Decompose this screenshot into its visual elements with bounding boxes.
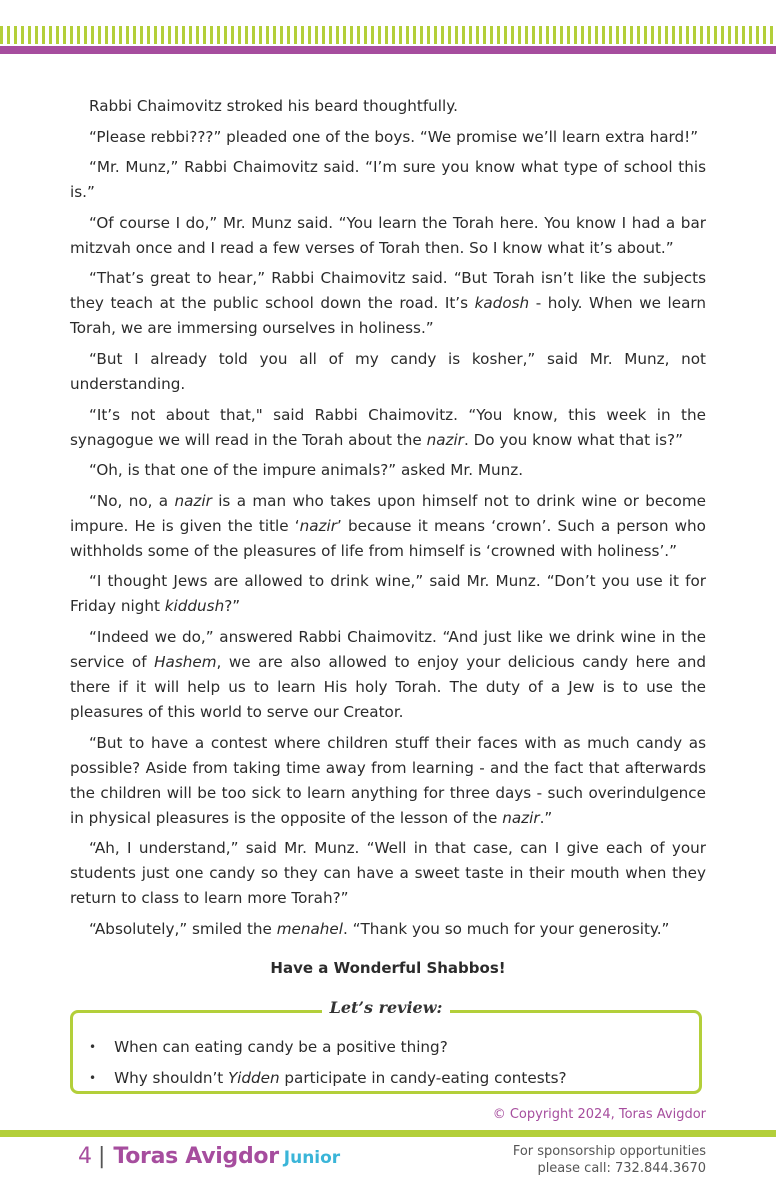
text-run: “Of course I do,” Mr. Munz said. “You learn the Torah here. You know I had a bar mitzvah once and I read a few verses of Torah then. So I know what it’s about.”: [70, 213, 706, 257]
text-run: “Please rebbi???” pleaded one of the boys. “We promise we’ll learn extra hard!”: [89, 127, 699, 146]
text-run: “But to have a contest where children stuff their faces with as much candy as possible? Aside from taking time away from learning - and the fact that afterwards the children will be too sick to learn anything for three days - such overindulgence in physical pleasures is the opposite of the lesson of the: [70, 733, 706, 827]
text-run: “But I already told you all of my candy is kosher,” said Mr. Munz, not understanding.: [70, 349, 706, 393]
italic-term: kadosh: [474, 294, 530, 313]
brand-logo-text: Toras Avigdor: [113, 1144, 279, 1169]
sponsorship-phone: please call: 732.844.3670: [537, 1161, 706, 1176]
text-run: When can eating candy be a positive thing?: [114, 1037, 448, 1056]
story-paragraph: [70, 625, 706, 725]
story-paragraph: [70, 917, 706, 942]
story-paragraph: [70, 458, 706, 483]
story-paragraph: [70, 155, 706, 205]
closing-line: Have a Wonderful Shabbos!: [270, 959, 506, 977]
italic-term: Hashem: [154, 652, 217, 671]
text-run: “Oh, is that one of the impure animals?” asked Mr. Munz.: [89, 461, 524, 480]
text-run: , we are also allowed to enjoy your delicious candy here and there if it will help us to learn His holy Torah. The duty of a Jew is to use the pleasures of this world to serve our Creator.: [70, 652, 706, 721]
page-number: 4: [78, 1144, 92, 1169]
sponsorship-info: [513, 1143, 706, 1177]
bullet-icon: •: [89, 1039, 97, 1054]
text-run: “Indeed we do,” answered Rabbi Chaimovitz. “And just like we drink wine in the service of: [70, 627, 706, 671]
text-run: “Ah, I understand,” said Mr. Munz. “Well in that case, can I give each of your students just one candy so they can have a sweet taste in their mouth when they return to class to learn more Torah?”: [70, 839, 706, 908]
story-paragraph: [70, 125, 706, 150]
text-run: “Absolutely,” smiled the: [89, 919, 277, 938]
text-run: participate in candy-eating contests?: [279, 1068, 567, 1087]
review-questions: [73, 1013, 699, 1093]
story-paragraph: [70, 211, 706, 261]
text-run: is a man who takes upon himself not to drink wine or become impure. He is given the title ‘: [70, 491, 706, 535]
text-run: Why shouldn’t: [114, 1068, 229, 1087]
text-run: . Do you know what that is?”: [463, 430, 683, 449]
sponsorship-line: For sponsorship opportunities: [512, 1144, 706, 1159]
text-run: ’ because it means ‘crown’. Such a person who withholds some of the pleasures of life from himself is ‘crowned with holiness’.”: [70, 516, 706, 560]
text-run: “It’s not about that," said Rabbi Chaimovitz. “You know, this week in the synagogue we will read in the Torah about the: [70, 405, 706, 449]
story-paragraph: [70, 94, 706, 119]
italic-term: nazir: [299, 516, 337, 535]
review-box: [70, 998, 702, 1094]
story-paragraph: [70, 266, 706, 341]
story-paragraph: [70, 836, 706, 911]
footer-separator: |: [98, 1144, 106, 1169]
story-paragraph: [70, 347, 706, 397]
italic-term: nazir: [426, 430, 464, 449]
review-question-text: [114, 1038, 448, 1056]
text-run: .”: [539, 808, 553, 827]
story-paragraph: [70, 731, 706, 831]
italic-term: menahel: [276, 919, 343, 938]
story-body: [70, 94, 706, 947]
review-question: [89, 1031, 699, 1062]
review-title: [73, 998, 699, 1017]
top-header-bar: [0, 46, 776, 54]
italic-term: nazir: [502, 808, 540, 827]
brand-logo-subtext: Junior: [283, 1148, 341, 1168]
footer-branding: [78, 1144, 340, 1169]
review-question-text: [114, 1069, 566, 1087]
bullet-icon: •: [89, 1070, 97, 1085]
italic-term: nazir: [174, 491, 212, 510]
italic-term: Yidden: [228, 1068, 280, 1087]
top-stripe-decoration: [0, 26, 776, 44]
review-question: [89, 1062, 699, 1093]
text-run: “I thought Jews are allowed to drink wine,” said Mr. Munz. “Don’t you use it for Friday night: [70, 572, 706, 616]
footer-rule: [0, 1130, 776, 1137]
story-paragraph: [70, 489, 706, 564]
text-run: Rabbi Chaimovitz stroked his beard thoughtfully.: [89, 97, 458, 115]
copyright-notice: © Copyright 2024, Toras Avigdor: [492, 1107, 706, 1122]
text-run: “That’s great to hear,” Rabbi Chaimovitz said. “But Torah isn’t like the subjects they teach at the public school down the road. It’s: [70, 269, 706, 313]
text-run: - holy. When we learn Torah, we are immersing ourselves in holiness.”: [70, 294, 706, 338]
text-run: . “Thank you so much for your generosity.”: [343, 919, 670, 938]
review-title-text: Let’s review:: [322, 998, 451, 1017]
story-paragraph: [70, 403, 706, 453]
story-paragraph: [70, 569, 706, 619]
text-run: “Mr. Munz,” Rabbi Chaimovitz said. “I’m sure you know what type of school this is.”: [70, 158, 706, 202]
text-run: ?”: [224, 597, 241, 616]
italic-term: kiddush: [164, 597, 225, 616]
text-run: “No, no, a: [89, 491, 175, 510]
